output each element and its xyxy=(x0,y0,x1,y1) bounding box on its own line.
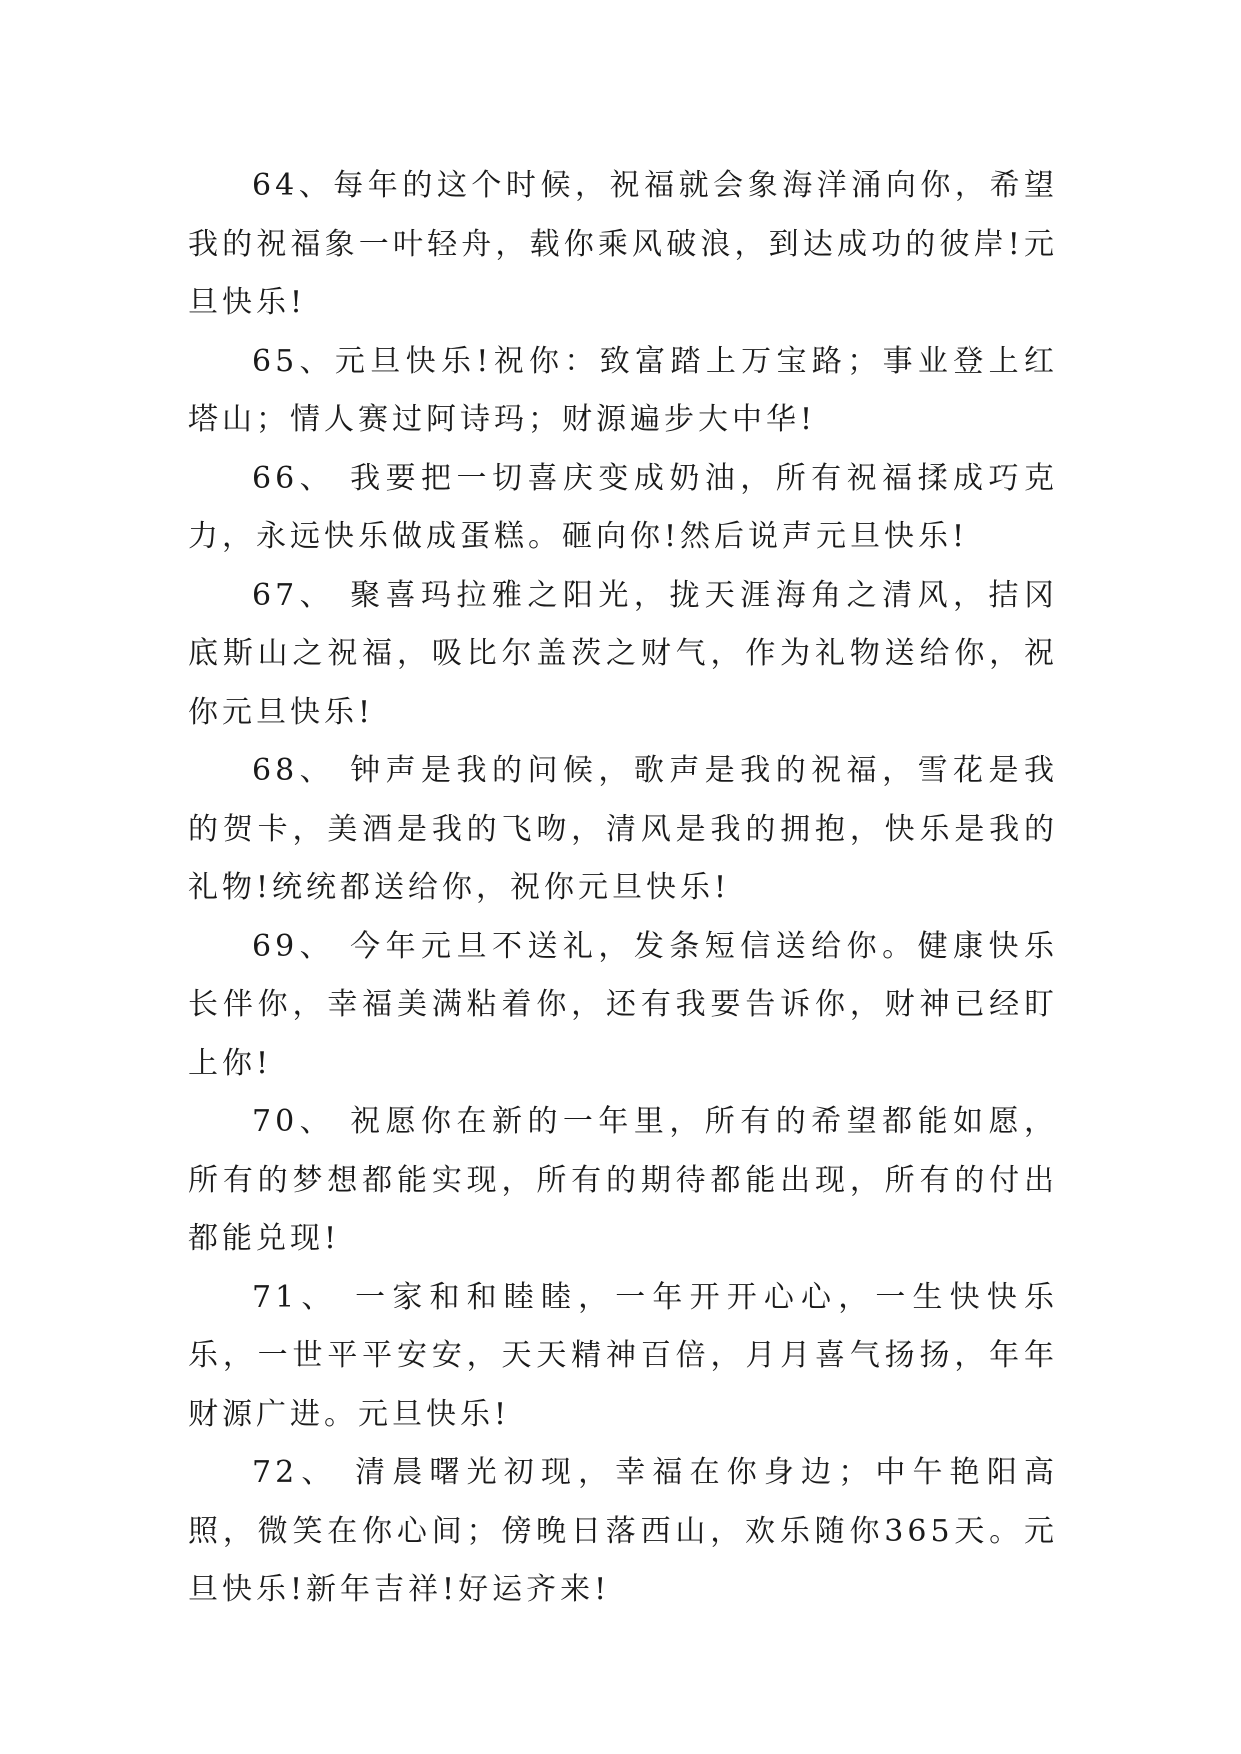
paragraph-66: 66、 我要把一切喜庆变成奶油，所有祝福揉成巧克力，永远快乐做成蛋糕。砸向你!然后说声元旦快乐! xyxy=(188,460,1058,554)
document-body xyxy=(188,157,1058,1620)
paragraph-67: 67、 聚喜玛拉雅之阳光，拢天涯海角之清风，拮冈底斯山之祝福，吸比尔盖茨之财气，作为礼物送给你，祝你元旦快乐! xyxy=(188,577,1058,730)
paragraph-69: 69、 今年元旦不送礼，发条短信送给你。健康快乐长伴你，幸福美满粘着你，还有我要告诉你，财神已经盯上你! xyxy=(188,928,1058,1081)
paragraph-71: 71、 一家和和睦睦，一年开开心心，一生快快乐乐，一世平平安安，天天精神百倍，月月喜气扬扬，年年财源广进。元旦快乐! xyxy=(188,1279,1058,1432)
paragraph-72: 72、 清晨曙光初现，幸福在你身边；中午艳阳高照，微笑在你心间；傍晚日落西山，欢乐随你365天。元旦快乐!新年吉祥!好运齐来! xyxy=(188,1455,1058,1607)
paragraph-65: 65、元旦快乐!祝你：致富踏上万宝路；事业登上红塔山；情人赛过阿诗玛；财源遍步大中华! xyxy=(188,343,1058,437)
paragraph-64: 64、每年的这个时候，祝福就会象海洋涌向你，希望我的祝福象一叶轻舟，载你乘风破浪，到达成功的彼岸!元旦快乐! xyxy=(188,168,1058,320)
paragraph-70: 70、 祝愿你在新的一年里，所有的希望都能如愿，所有的梦想都能实现，所有的期待都能出现，所有的付出都能兑现! xyxy=(188,1104,1058,1256)
paragraph-68: 68、 钟声是我的问候，歌声是我的祝福，雪花是我的贺卡，美酒是我的飞吻，清风是我的拥抱，快乐是我的礼物!统统都送给你，祝你元旦快乐! xyxy=(188,753,1058,905)
